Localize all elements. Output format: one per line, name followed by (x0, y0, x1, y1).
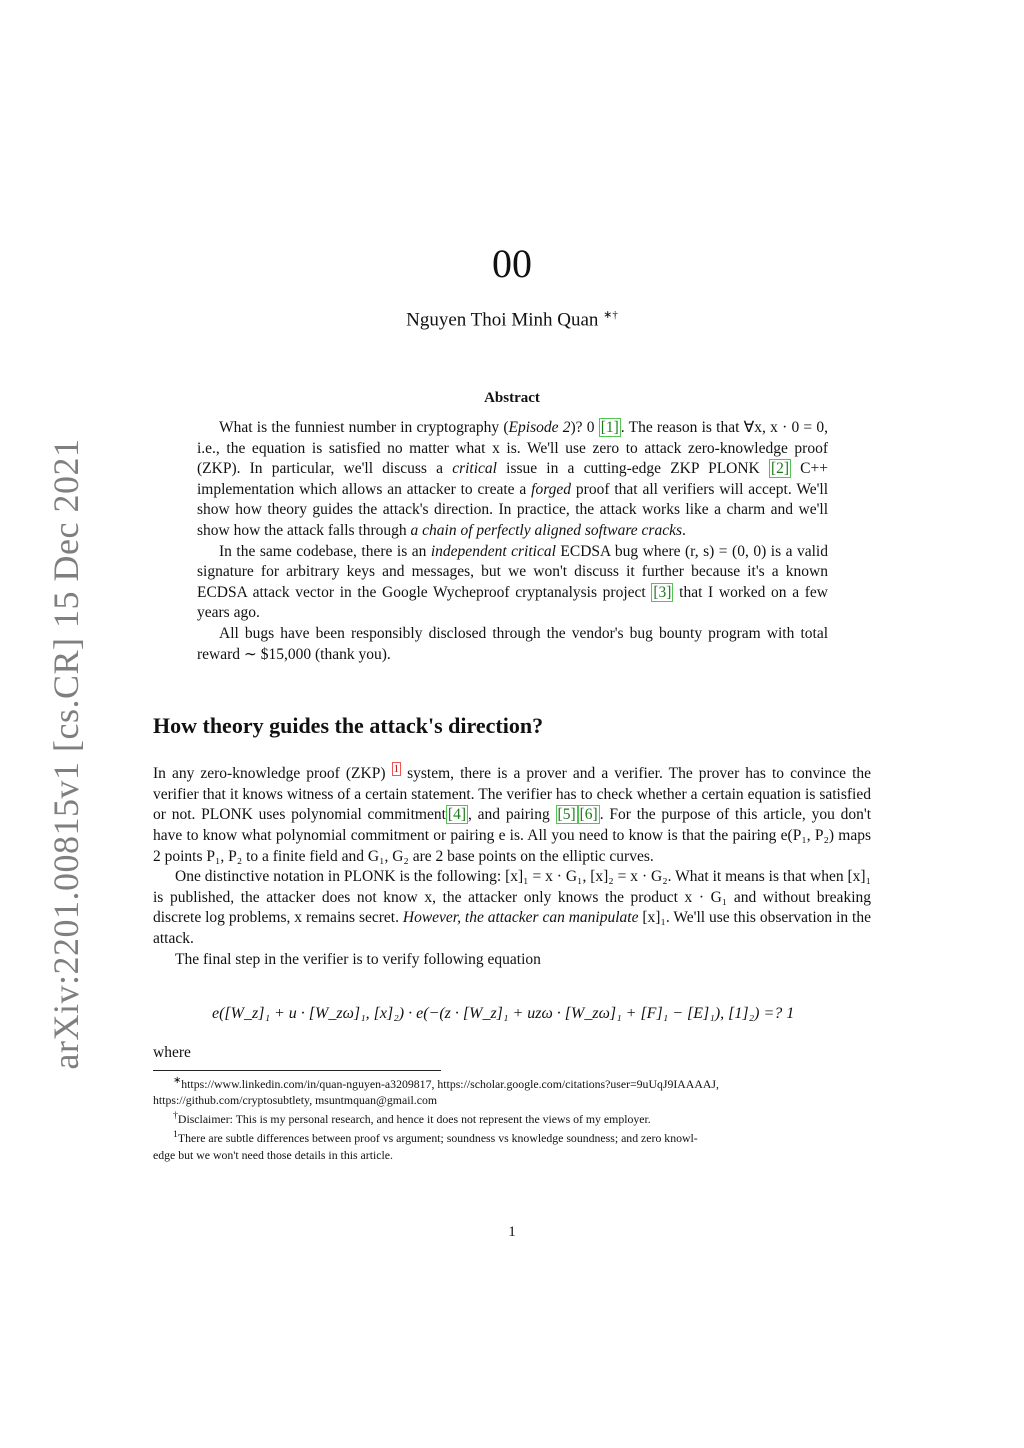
abstract-paragraph: What is the funniest number in cryptography (Episode 2)? 0 [1] . The reason is that ∀x, x · 0 = 0, i.e., the equation is satisfied no matter what x is. We'll use zero to attack zero-knowledge proof (ZKP). In particular, we'll discuss a critical issue in a cutting-edge ZKP PLONK [2] C++ implementation which allows an attacker to create a forged proof that all verifiers will accept. We'll show how theory guides the attack's direction. In practice, the attack works like a charm and we'll show how the attack falls through a chain of perfectly aligned software cracks. (197, 419, 829, 539)
section-heading: How theory guides the attack's direction? (153, 713, 544, 738)
citation-link[interactable]: [1] (600, 419, 619, 436)
section-body (153, 759, 871, 970)
paper-title: 00 (492, 241, 532, 286)
citation-link[interactable]: [2] (770, 460, 790, 478)
body-paragraph: In any zero-knowledge proof (ZKP) $^1$ system, there is a prover and a verifier. The prover has to convince the verifier that it knows witness of a certain statement. The verifier has to check whether a certain equation is satisfied or not. PLONK uses polynomial commitment [4] , and pairing [5] [6] . For the purpose of this article, you don't have to know what polynomial commitment or pairing e is. All you need to know is that the pairing e(P₁, P₂) maps 2 points P₁, P₂ to a finite field and G₁, G₂ are 2 base points on the elliptic curves. (153, 763, 872, 865)
footnote-link[interactable]: 1 (393, 763, 400, 775)
citation-link[interactable]: [5] (557, 806, 576, 824)
citation-link[interactable]: [6] (579, 806, 598, 824)
verifier-equation: e([W_z]₁ + u · [W_zω]₁, [x]₂) · e(−(z · [W_z]₁ + uzω · [W_zω]₁ + [F]₁ − [E]₁), [1]₂) =? 1 (212, 1005, 795, 1022)
author-marks: ∗† (603, 309, 618, 321)
abstract-paragraph: In the same codebase, there is an independent critical ECDSA bug where (r, s) = (0, 0) is a valid signature for arbitrary keys and messages, but we won't discuss it further because it's a known ECDSA attack vector in the Google Wycheproof cryptanalysis project [3] that I worked on a few years ago. (197, 542, 828, 622)
abstract-paragraph: All bugs have been responsibly disclosed through the vendor's bug bounty program with total reward ∼ $15,000 (thank you). (197, 624, 828, 663)
where-label: where (153, 1044, 191, 1061)
body-paragraph: The final step in the verifier is to verify following equation (175, 950, 541, 968)
abstract-body (197, 418, 828, 665)
footnote-divider (153, 1070, 441, 1071)
footnote-disclaimer: †Disclaimer: This is my personal research, and hence it does not represent the views of my employer. (173, 1110, 651, 1127)
page-number: 1 (508, 1224, 516, 1240)
footnote-author-links-cont: https://github.com/cryptosubtlety, msuntmquan@gmail.com (153, 1093, 438, 1108)
footnote-1-cont: edge but we won't need those details in this article. (153, 1147, 393, 1162)
footnotes (153, 1073, 918, 1163)
arxiv-stamp: arXiv:2201.00815v1 [cs.CR] 15 Dec 2021 (46, 438, 86, 1070)
body-paragraph: One distinctive notation in PLONK is the following: [x]₁ = x · G₁, [x]₂ = x · G₂. What it means is that when [x]₁ is published, the attacker does not know x, the attacker only knows the product x · G₁ and without breaking discrete log problems, x remains secret. However, the attacker can manipulate [x]₁. We'll use this observation in the attack. (153, 868, 871, 947)
author-line (0, 308, 1024, 331)
abstract-heading: Abstract (484, 390, 540, 406)
footnote-author-links: ∗https://www.linkedin.com/in/quan-nguyen-a3209817, https://scholar.google.com/citations?user=9uUqJ9IAAAAJ, (173, 1075, 719, 1091)
author-name: Nguyen Thoi Minh Quan (406, 309, 599, 331)
footnote-1: $^1$There are subtle differences between proof vs argument; soundness vs knowledge soundness; and zero knowl- (173, 1129, 698, 1146)
citation-link[interactable]: [3] (653, 583, 672, 601)
citation-link[interactable]: [4] (447, 806, 466, 824)
